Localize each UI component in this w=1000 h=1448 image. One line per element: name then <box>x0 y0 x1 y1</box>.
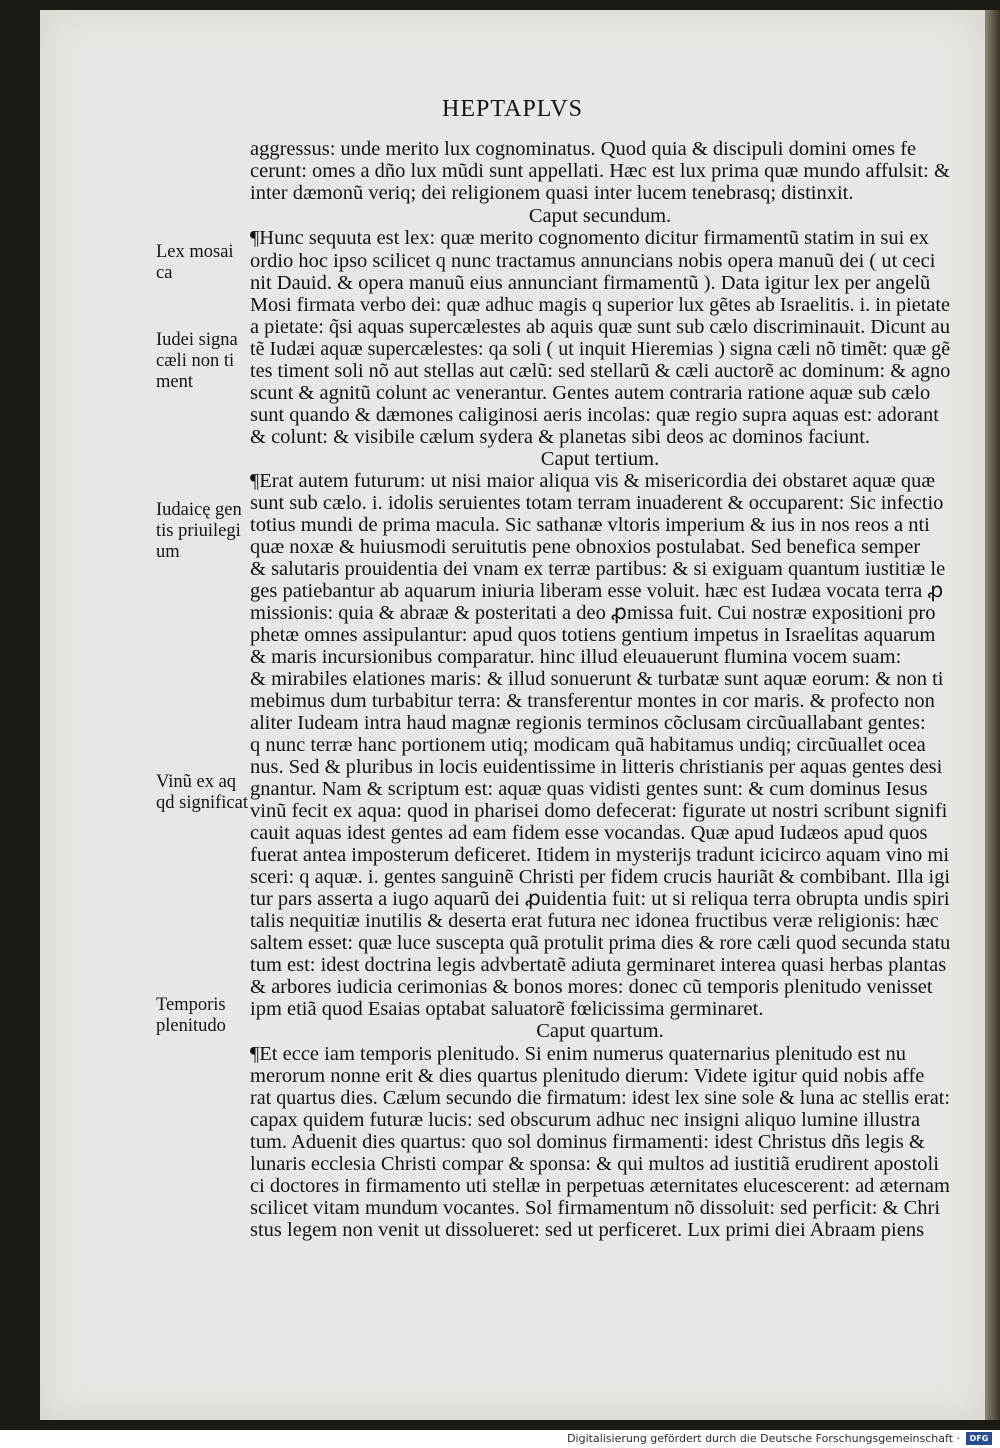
text-line: nit Dauid. & opera manuũ eius annunciant firmamentũ ). Data igitur lex per angelũ <box>250 272 931 294</box>
text-line: & colunt: & visibile cælum sydera & planetas sibi deos ac dominos faciunt. <box>250 426 871 448</box>
margin-note-line: ca <box>156 263 173 283</box>
text-line: missionis: quia & abraæ & posteritati a deo ꝓmissa fuit. Cui nostræ expositioni pro <box>250 602 936 624</box>
margin-note-line: Iudaicę gen <box>156 500 242 520</box>
margin-note-line: Vinũ ex aq <box>156 772 237 792</box>
margin-note <box>156 330 256 393</box>
dfg-logo-icon: DFG <box>966 1432 992 1445</box>
margin-note-line: qd significat <box>156 793 248 813</box>
text-line: a pietate: q̃si aquas supercælestes ab aquis quæ sunt sub cælo discriminauit. Dicunt au <box>250 316 950 338</box>
text-line: capax quidem futuræ lucis: sed obscurum adhuc nec insigni aliquo lumine illustra <box>250 1109 921 1131</box>
text-line: sceri: q aquæ. i. gentes sanguinẽ Christi per fidem crucis hauriãt & combibant. Illa igi <box>250 866 951 888</box>
text-line: tẽ Iudæi aquæ supercælestes: qa soli ( ut inquit Hieremias ) signa cæli nõ timẽt: quæ gẽ <box>250 338 951 360</box>
text-line: sunt sub cælo. i. idolis seruientes totam terram inuaderent & occuparent: Sic infectio <box>250 492 944 514</box>
running-head: HEPTAPLVS <box>442 96 583 122</box>
text-line: ges patiebantur ab aquarum iniuria liberam esse voluit. hæc est Iudæa vocata terra ꝓ <box>250 580 944 602</box>
text-line: ¶Erat autem futurum: ut nisi maior aliqua vis & misericordia dei obstaret aquæ quæ <box>250 470 936 492</box>
text-line: mebimus dum turbabitur terra: & transferentur montes in cor maris. & profecto non <box>250 690 935 712</box>
text-line: tur pars asserta a iugo aquarũ dei ꝓuidentia fuit: ut si reliqua terra obrupta undis spiri <box>250 888 950 910</box>
text-line: tes timent soli nõ aut stellas aut cælũ: sed stellarũ & cæli auctorẽ ac dominum: & agno <box>250 360 951 382</box>
chapter-heading: Caput secundum. <box>528 205 672 227</box>
text-line: quæ noxæ & huiusmodi seruitutis pene obnoxios postulabat. Sed benefica semper <box>250 536 921 558</box>
margin-note-line: Iudei signa <box>156 330 238 350</box>
text-line: stus legem non venit ut dissolueret: sed ut perficeret. Lux primi diei Abraam piens <box>250 1219 925 1241</box>
text-line: aliter Iudeam intra haud magnæ regionis terminos cõclusam circũuallabant gentes: <box>250 712 926 734</box>
margin-note-line: tis priuilegi <box>156 521 241 541</box>
margin-note-line: ment <box>156 372 193 392</box>
margin-note <box>156 772 256 814</box>
text-line: sunt quando & dæmones caliginosi aeris incolas: quæ regio supra aquas est: adorant <box>250 404 939 426</box>
margin-note-line: um <box>156 542 180 562</box>
text-line: rat quartus dies. Cælum secundo die firmatum: idest lex sine sole & luna ac stellis erat: <box>250 1087 950 1109</box>
text-line: saltem esset: quæ luce suscepta quã protulit prima dies & rore cæli quod secunda statu <box>250 932 951 954</box>
margin-note-line: plenitudo <box>156 1016 226 1036</box>
text-line: merorum nonne erit & dies quartus plenitudo dierum: Videte igitur quid nobis affe <box>250 1065 925 1087</box>
page-edge <box>985 10 1000 1420</box>
margin-note <box>156 995 256 1037</box>
text-line: tum. Aduenit dies quartus: quo sol dominus firmamenti: idest Christus dñs legis & <box>250 1131 925 1153</box>
margin-note-line: Temporis <box>156 995 226 1015</box>
text-line: talis nequitiæ inutilis & deserta erat futura nec idonea fructibus veræ religionis: hæc <box>250 910 939 932</box>
text-line: lunaris ecclesia Christi compar & sponsa: & qui multos ad iustitiã erudirent apostoli <box>250 1153 939 1175</box>
text-line: Mosi firmata verbo dei: quæ adhuc magis q superior lux gẽtes ab Israelitis. i. in pietate <box>250 294 950 316</box>
text-line: phetæ omnes assipulantur: apud quos totiens gentium impetus in Israelitas aquarum <box>250 624 936 646</box>
text-line: nus. Sed & pluribus in locis euidentissime in litteris christianis per aquas gentes desi <box>250 756 943 778</box>
chapter-heading: Caput quartum. <box>536 1020 664 1042</box>
margin-note-line: Lex mosai <box>156 242 234 262</box>
text-line: & arbores iudicia cerimonias & bonos mores: donec cũ temporis plenitudo venisset <box>250 976 933 998</box>
text-line: & salutaris prouidentia dei vnam ex terræ partibus: & si exiguam quantum iustitiæ le <box>250 558 946 580</box>
text-line: & maris incursionibus comparatur. hinc illud eleuauerunt flumina vocem suam: <box>250 646 902 668</box>
margin-note <box>156 242 256 284</box>
text-line: ipm etiã quod Esaias optabat saluatorẽ fœlicissima germinaret. <box>250 998 764 1020</box>
text-line: vinũ fecit ex aqua: quod in pharisei domo defecerat: figurate ut nostri scribunt signifi <box>250 800 948 822</box>
margin-note <box>156 500 256 563</box>
text-line: ci doctores in firmamento uti stellæ in perpetuas æternitates elucescerent: ad æternam <box>250 1175 950 1197</box>
margin-note-line: cæli non ti <box>156 351 235 371</box>
text-line: ¶Hunc sequuta est lex: quæ merito cognomento dicitur firmamentũ statim in sui ex <box>250 227 929 249</box>
text-line: gnantur. Nam & scriptum est: aquæ quas vidisti gentes sunt: & cum dominus Iesus <box>250 778 928 800</box>
text-line: fuerat antea imposterum deficeret. Itidem in mysterijs tradunt icicirco aquam vino mi <box>250 844 950 866</box>
text-line: scilicet vitam mundum vocantes. Sol firmamentum nõ dissoluit: sed perficit: & Chri <box>250 1197 941 1219</box>
text-line: totius mundi de prima macula. Sic sathanæ vltoris imperium & ius in nos reos a nti <box>250 514 930 536</box>
text-line: cerunt: omes a dño lux mũdi sunt appellati. Hæc est lux prima quæ mundo affulsit: & <box>250 160 950 182</box>
text-line: ¶Et ecce iam temporis plenitudo. Si enim numerus quaternarius plenitudo est nu <box>250 1043 907 1065</box>
text-line: aggressus: unde merito lux cognominatus. Quod quia & discipuli domini omes fe <box>250 138 917 160</box>
text-line: inter dæmonũ veriq; dei religionem quasi inter lucem tenebrasq; distinxit. <box>250 182 854 204</box>
footer-credit: Digitalisierung gefördert durch die Deutsche Forschungsgemeinschaft · <box>567 1432 960 1445</box>
chapter-heading: Caput tertium. <box>540 448 660 470</box>
text-line: ordio hoc ipso scilicet q nunc tractamus annuncians nobis opera manuũ dei ( ut ceci <box>250 250 936 272</box>
text-line: scunt & agnitũ colunt ac venerantur. Gentes autem contraria ratione aquæ sub cælo <box>250 382 931 404</box>
book-page <box>40 10 985 1420</box>
text-line: q nunc terræ hanc portionem utiq; modicam quã habitamus undiq; circũuallet ocea <box>250 734 926 756</box>
text-line: & mirabiles elationes maris: & illud sonuerunt & turbatæ sunt aquæ eorum: & non ti <box>250 668 944 690</box>
text-line: cauit aquas idest gentes ad eam fidem esse vocandas. Quæ apud Iudæos apud quos <box>250 822 928 844</box>
text-line: tum est: idest doctrina legis advbertatẽ adiuta germinaret interea quasi herbas plantas <box>250 954 947 976</box>
